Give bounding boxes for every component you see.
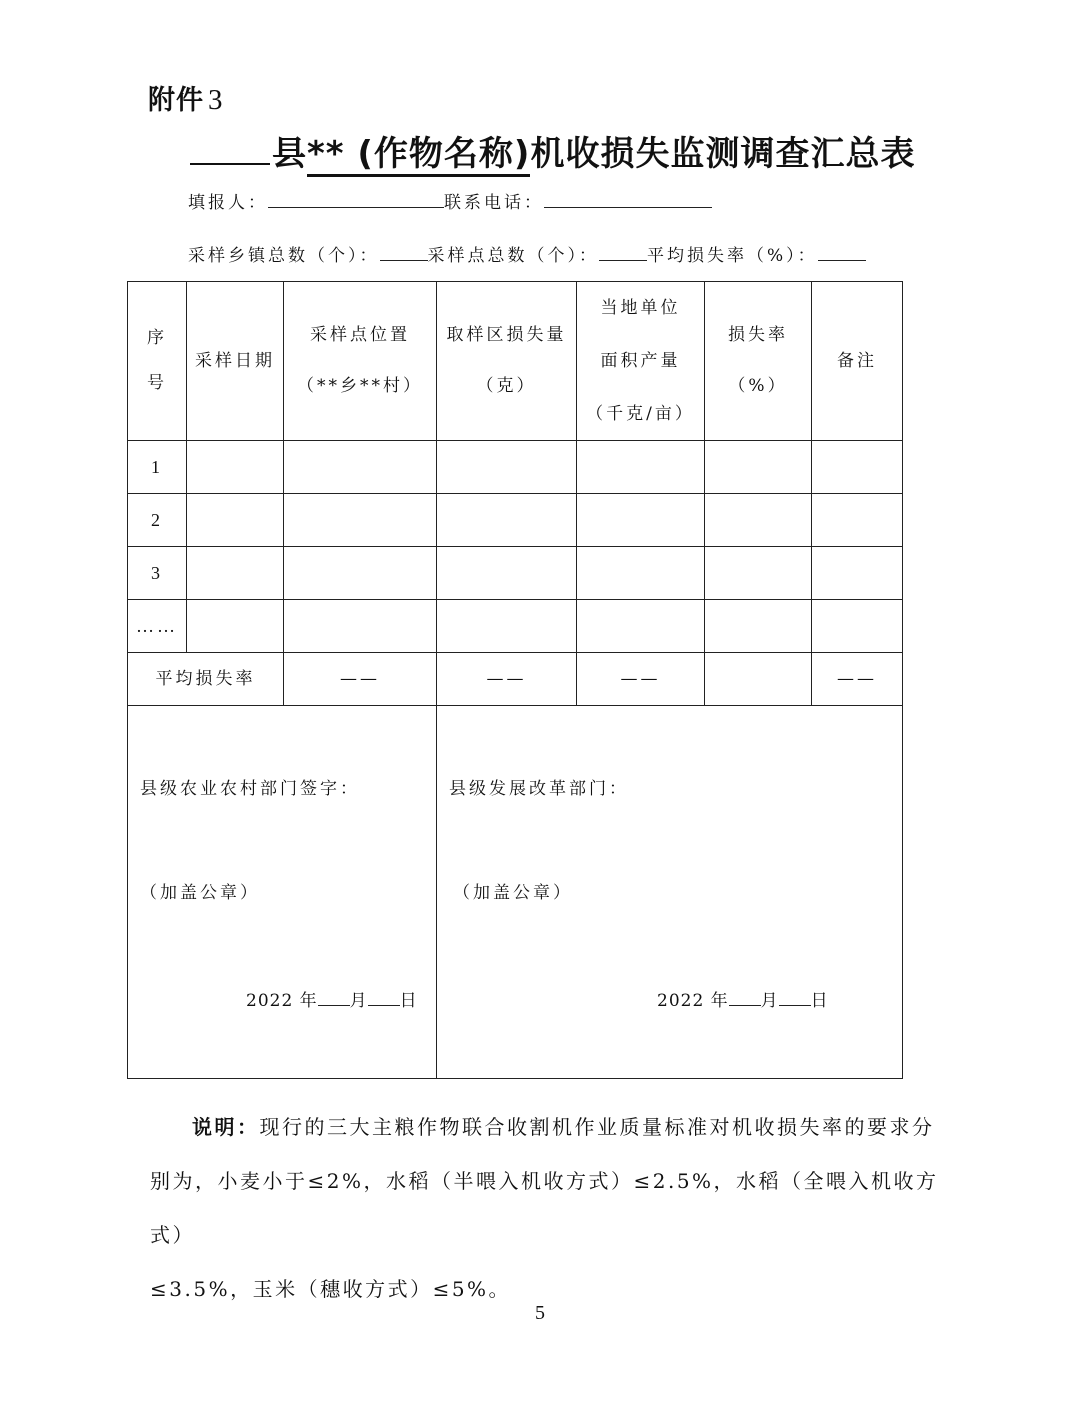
- header-location: 采样点位置 （**乡**村）: [284, 282, 437, 441]
- note-line-3: ≤3.5%，玉米（穗收方式）≤5%。: [150, 1277, 512, 1301]
- points-label: 采样点总数（个）：: [427, 246, 599, 266]
- signature-row: [128, 706, 903, 1079]
- loss-cell[interactable]: [437, 600, 577, 653]
- summary-line: [188, 241, 866, 266]
- reporter-blank[interactable]: [268, 189, 444, 208]
- avg-rate-label: 平均损失率（%）：: [647, 246, 818, 266]
- header-loss: 取样区损失量 （克）: [437, 282, 577, 441]
- rate-cell[interactable]: [705, 441, 812, 494]
- table-header-row: [128, 282, 903, 441]
- agri-dept-seal-note: （加盖公章）: [140, 883, 260, 903]
- average-row: [128, 653, 903, 706]
- average-rate-cell[interactable]: [705, 653, 812, 706]
- form-title: 县** (作物名称)机收损失监测调查汇总表: [190, 126, 915, 175]
- remarks-cell[interactable]: [812, 547, 903, 600]
- average-label: 平均损失率: [128, 653, 284, 706]
- towns-label: 采样乡镇总数（个）：: [188, 246, 380, 266]
- note-line-1: 说明：现行的三大主粮作物联合收割机作业质量标准对机收损失率的要求分: [192, 1115, 935, 1139]
- remarks-cell[interactable]: [812, 600, 903, 653]
- location-cell[interactable]: [284, 600, 437, 653]
- table-row: [128, 600, 903, 653]
- reporter-label: 填报人：: [188, 193, 268, 213]
- note-label: 说明: [192, 1115, 237, 1139]
- yield-cell[interactable]: [577, 600, 705, 653]
- page-number: 5: [535, 1302, 545, 1324]
- location-cell[interactable]: [284, 494, 437, 547]
- header-seq: 序 号: [128, 282, 187, 441]
- agri-dept-sign-cell[interactable]: [128, 706, 437, 1079]
- survey-table: [127, 281, 903, 1079]
- remarks-cell[interactable]: [812, 494, 903, 547]
- reform-dept-sign-cell[interactable]: [437, 706, 903, 1079]
- reform-dept-sign-label: 县级发展改革部门：: [449, 779, 629, 799]
- remarks-cell[interactable]: [812, 441, 903, 494]
- reporter-line: [188, 188, 712, 213]
- header-yield: 当地单位 面积产量 （千克/亩）: [577, 282, 705, 441]
- avg-rate-blank[interactable]: [818, 242, 866, 261]
- phone-blank[interactable]: [544, 189, 712, 208]
- location-cell[interactable]: [284, 441, 437, 494]
- explanation-note: [150, 1100, 940, 1316]
- note-line-2: 别为，小麦小于≤2%，水稻（半喂入机收方式）≤2.5%，水稻（全喂入机收方式）: [150, 1169, 939, 1247]
- yield-cell[interactable]: [577, 547, 705, 600]
- header-remarks: 备注: [812, 282, 903, 441]
- table-row: [128, 441, 903, 494]
- phone-label: 联系电话：: [444, 193, 544, 213]
- average-dash: ——: [812, 653, 903, 706]
- agri-dept-date: 2022 年 月 日: [246, 991, 418, 1011]
- row-number: 2: [128, 494, 187, 547]
- header-rate: 损失率 （%）: [705, 282, 812, 441]
- crop-name-placeholder: ** (作物名称): [307, 134, 530, 177]
- rate-cell[interactable]: [705, 547, 812, 600]
- average-dash: ——: [284, 653, 437, 706]
- yield-cell[interactable]: [577, 494, 705, 547]
- agri-dept-sign-label: 县级农业农村部门签字：: [140, 779, 360, 799]
- date-cell[interactable]: [187, 441, 284, 494]
- average-dash: ——: [437, 653, 577, 706]
- rate-cell[interactable]: [705, 600, 812, 653]
- header-date: 采样日期: [187, 282, 284, 441]
- reform-dept-date: 2022 年 月 日: [657, 991, 829, 1011]
- points-blank[interactable]: [599, 242, 647, 261]
- rate-cell[interactable]: [705, 494, 812, 547]
- date-cell[interactable]: [187, 547, 284, 600]
- table-row: [128, 547, 903, 600]
- towns-blank[interactable]: [380, 242, 428, 261]
- loss-cell[interactable]: [437, 547, 577, 600]
- table-row: [128, 494, 903, 547]
- reform-dept-seal-note: （加盖公章）: [453, 883, 573, 903]
- yield-cell[interactable]: [577, 441, 705, 494]
- row-number: ……: [128, 600, 187, 653]
- loss-cell[interactable]: [437, 441, 577, 494]
- row-number: 3: [128, 547, 187, 600]
- location-cell[interactable]: [284, 547, 437, 600]
- attachment-label: 附件 3: [148, 84, 224, 116]
- row-number: 1: [128, 441, 187, 494]
- date-cell[interactable]: [187, 600, 284, 653]
- county-blank[interactable]: [190, 133, 270, 165]
- loss-cell[interactable]: [437, 494, 577, 547]
- date-cell[interactable]: [187, 494, 284, 547]
- average-dash: ——: [577, 653, 705, 706]
